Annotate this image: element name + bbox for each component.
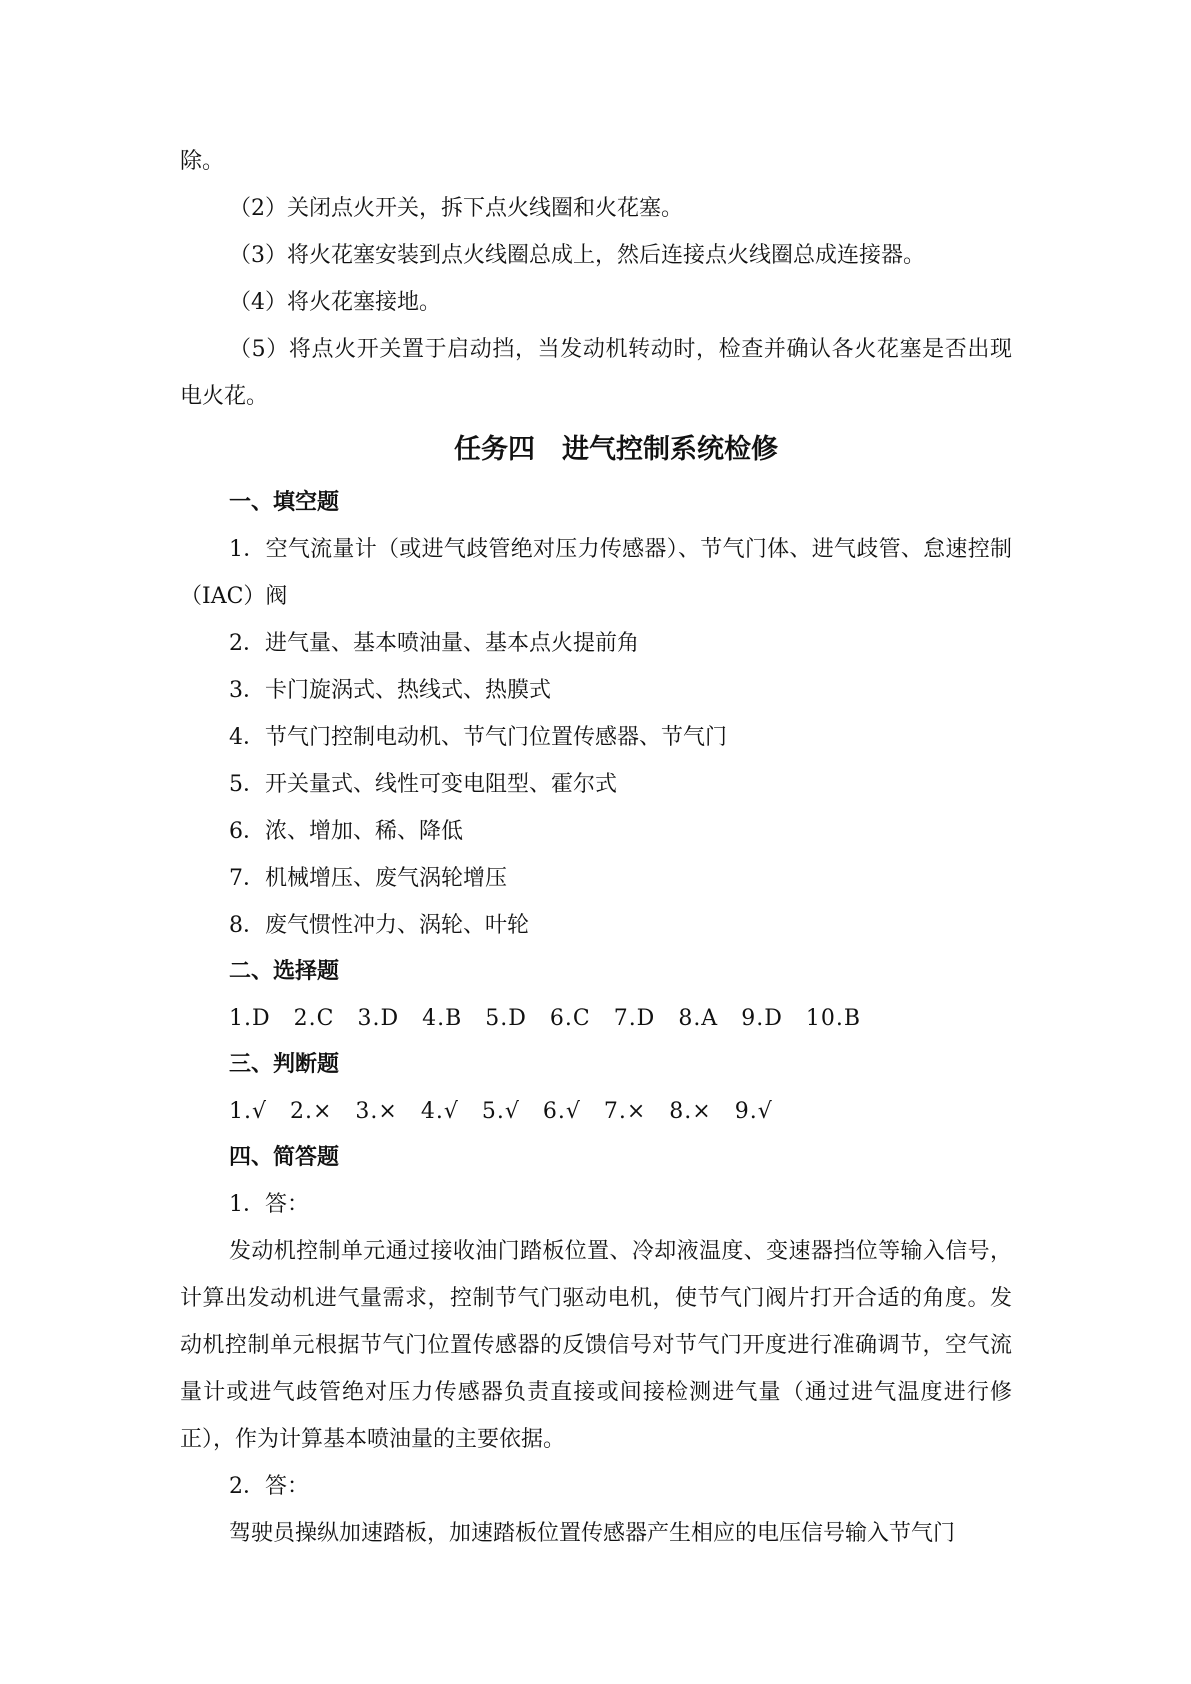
choice-answers: 1.D 2.C 3.D 4.B 5.D 6.C 7.D 8.A 9.D 10.B xyxy=(229,1006,861,1031)
answer-1-label: 1．答： xyxy=(229,1192,309,1217)
task-title: 任务四 进气控制系统检修 xyxy=(454,434,778,465)
fill-item-7: 7．机械增压、废气涡轮增压 xyxy=(229,866,507,891)
answer-2-text: 驾驶员操纵加速踏板，加速踏板位置传感器产生相应的电压信号输入节气门 xyxy=(229,1521,956,1546)
fill-item-3: 3．卡门旋涡式、热线式、热膜式 xyxy=(229,678,551,703)
answer-2-label: 2．答： xyxy=(229,1474,309,1499)
fill-item-4: 4．节气门控制电动机、节气门位置传感器、节气门 xyxy=(229,725,727,750)
section-heading-short: 四、简答题 xyxy=(229,1145,340,1170)
section-heading-judge: 三、判断题 xyxy=(229,1052,340,1077)
step-5: （5）将点火开关置于启动挡，当发动机转动时，检查并确认各火花塞是否出现电火花。 xyxy=(180,337,1012,409)
step-3: （3）将火花塞安装到点火线圈总成上，然后连接点火线圈总成连接器。 xyxy=(229,243,925,268)
document-page xyxy=(180,138,1012,1557)
step-2: （2）关闭点火开关，拆下点火线圈和火花塞。 xyxy=(229,196,683,221)
fill-item-8: 8．废气惯性冲力、涡轮、叶轮 xyxy=(229,913,529,938)
answer-1-text: 发动机控制单元通过接收油门踏板位置、冷却液温度、变速器挡位等输入信号，计算出发动机进气量需求，控制节气门驱动电机，使节气门阀片打开合适的角度。发动机控制单元根据节气门位置传感器的反馈信号对节气门开度进行准确调节，空气流量计或进气歧管绝对压力传感器负责直接或间接检测进气量（通过进气温度进行修正），作为计算基本喷油量的主要依据。 xyxy=(180,1239,1012,1452)
section-heading-choice: 二、选择题 xyxy=(229,959,340,984)
continued-text: 除。 xyxy=(180,149,225,174)
step-4: （4）将火花塞接地。 xyxy=(229,290,441,315)
fill-item-1: 1．空气流量计（或进气歧管绝对压力传感器）、节气门体、进气歧管、怠速控制（IAC）阀 xyxy=(180,537,1012,609)
fill-item-2: 2．进气量、基本喷油量、基本点火提前角 xyxy=(229,631,639,656)
judge-answers: 1.√ 2.× 3.× 4.√ 5.√ 6.√ 7.× 8.× 9.√ xyxy=(229,1099,773,1124)
fill-item-5: 5．开关量式、线性可变电阻型、霍尔式 xyxy=(229,772,617,797)
fill-item-6: 6．浓、增加、稀、降低 xyxy=(229,819,463,844)
section-heading-fill: 一、填空题 xyxy=(229,490,340,515)
